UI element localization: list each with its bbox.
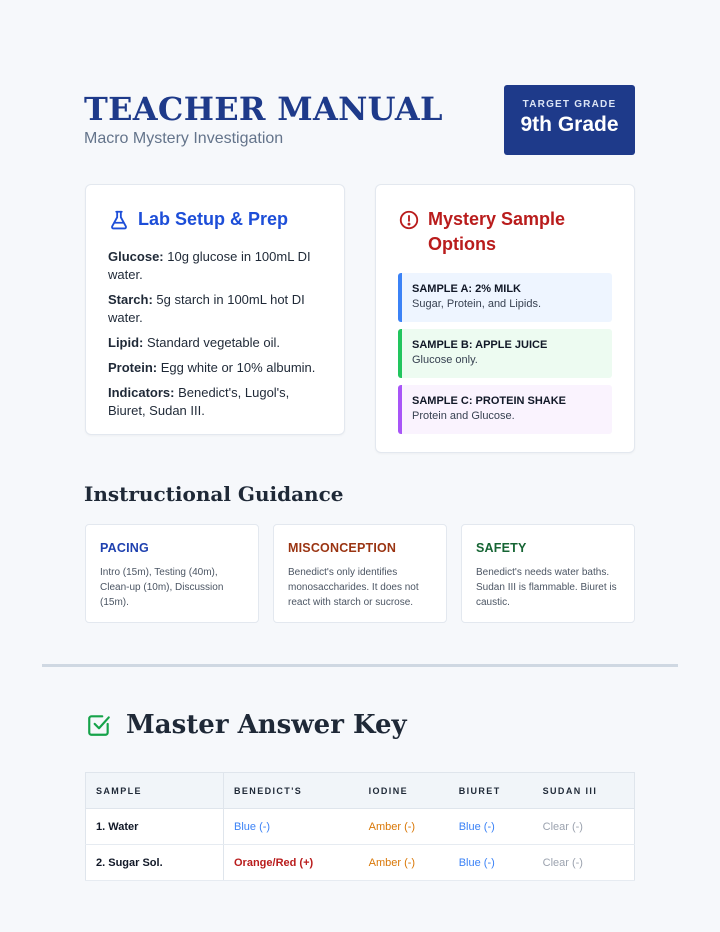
guidance-card: [461, 524, 635, 623]
sample-title: SAMPLE B: APPLE JUICE: [412, 339, 548, 351]
guidance-card-title: MISCONCEPTION: [288, 541, 397, 555]
guidance-card-text: Intro (15m), Testing (40m), Clean-up (10m), Discussion (15m).: [100, 567, 224, 608]
guidance-card-text: Benedict's only identifies monosaccharides. It does not react with starch or sucrose.: [288, 567, 419, 608]
mystery-sample-item: [398, 329, 612, 378]
table-header-row: [86, 773, 635, 809]
table-column-header: BIURET: [449, 773, 533, 809]
lab-setup-item-text: 10g glucose in 100mL DI water.: [108, 249, 311, 282]
sample-title: SAMPLE C: PROTEIN SHAKE: [412, 395, 567, 407]
guidance-card: [273, 524, 447, 623]
mystery-sample-list: [398, 273, 612, 434]
lab-setup-item-label: Glucose:: [108, 249, 164, 264]
page-subtitle: Macro Mystery Investigation: [84, 130, 284, 147]
table-cell-result: Clear (-): [533, 845, 635, 881]
guidance-card-title: SAFETY: [476, 541, 527, 555]
table-column-header: SUDAN III: [533, 773, 635, 809]
lab-setup-item-text: Egg white or 10% albumin.: [157, 360, 316, 375]
lab-setup-item-text: Standard vegetable oil.: [143, 335, 280, 350]
lab-setup-title: Lab Setup & Prep: [138, 209, 289, 229]
guidance-card-text: Benedict's needs water baths. Sudan III is flammable. Biuret is caustic.: [476, 567, 617, 608]
answer-key-heading: [86, 710, 407, 740]
lab-setup-item-label: Protein:: [108, 360, 158, 375]
answer-key-title: Master Answer Key: [126, 710, 407, 740]
table-cell-result: Blue (-): [449, 845, 533, 881]
guidance-title: Instructional Guidance: [84, 482, 344, 506]
table-body: [86, 809, 635, 881]
guidance-card-title: PACING: [100, 541, 149, 555]
lab-setup-item-label: Starch:: [108, 292, 153, 307]
page-title: TEACHER MANUAL: [84, 90, 443, 128]
table-cell-result: Blue (-): [449, 809, 533, 845]
mystery-sample-item: [398, 273, 612, 322]
mystery-heading: [398, 207, 612, 257]
sample-description: Protein and Glucose.: [412, 410, 515, 422]
lab-setup-item: [108, 359, 322, 377]
lab-setup-item: [108, 248, 322, 284]
header: [84, 90, 443, 148]
grade-value: 9th Grade: [520, 113, 619, 136]
lab-setup-item: [108, 291, 322, 327]
section-divider: [42, 664, 678, 667]
sample-description: Glucose only.: [412, 354, 478, 366]
guidance-card: [85, 524, 259, 623]
table-row: [86, 845, 635, 881]
target-grade-badge: [504, 85, 635, 155]
table-cell-result: Blue (-): [224, 809, 359, 845]
lab-setup-item: [108, 384, 322, 420]
sample-description: Sugar, Protein, and Lipids.: [412, 298, 542, 310]
lab-setup-item-text: 5g starch in 100mL hot DI water.: [108, 292, 305, 325]
lab-setup-item-label: Lipid:: [108, 335, 144, 350]
mystery-sample-card: [375, 184, 635, 453]
table-cell-result: Clear (-): [533, 809, 635, 845]
table-column-header: SAMPLE: [86, 773, 224, 809]
lab-setup-card: [85, 184, 345, 435]
table-cell-result: Amber (-): [359, 809, 449, 845]
lab-setup-heading: [108, 207, 322, 232]
alert-circle-icon: [398, 209, 420, 231]
table-cell-sample: 2. Sugar Sol.: [86, 845, 224, 881]
sample-title: SAMPLE A: 2% MILK: [412, 283, 521, 295]
table-column-header: BENEDICT'S: [224, 773, 359, 809]
table-cell-result: Amber (-): [359, 845, 449, 881]
flask-icon: [108, 209, 130, 231]
lab-setup-list: [108, 248, 322, 420]
table-row: [86, 809, 635, 845]
lab-setup-item: [108, 334, 322, 352]
lab-setup-item-label: Indicators:: [108, 385, 175, 400]
answer-key-table: [85, 772, 635, 881]
table-column-header: IODINE: [359, 773, 449, 809]
table-cell-result: Orange/Red (+): [224, 845, 359, 881]
table-cell-sample: 1. Water: [86, 809, 224, 845]
grade-label: TARGET GRADE: [522, 99, 617, 110]
mystery-title: Mystery Sample Options: [428, 209, 566, 254]
mystery-sample-item: [398, 385, 612, 434]
lab-setup-item-text: Benedict's, Lugol's, Biuret, Sudan III.: [108, 385, 290, 418]
checkbox-icon: [86, 712, 112, 738]
